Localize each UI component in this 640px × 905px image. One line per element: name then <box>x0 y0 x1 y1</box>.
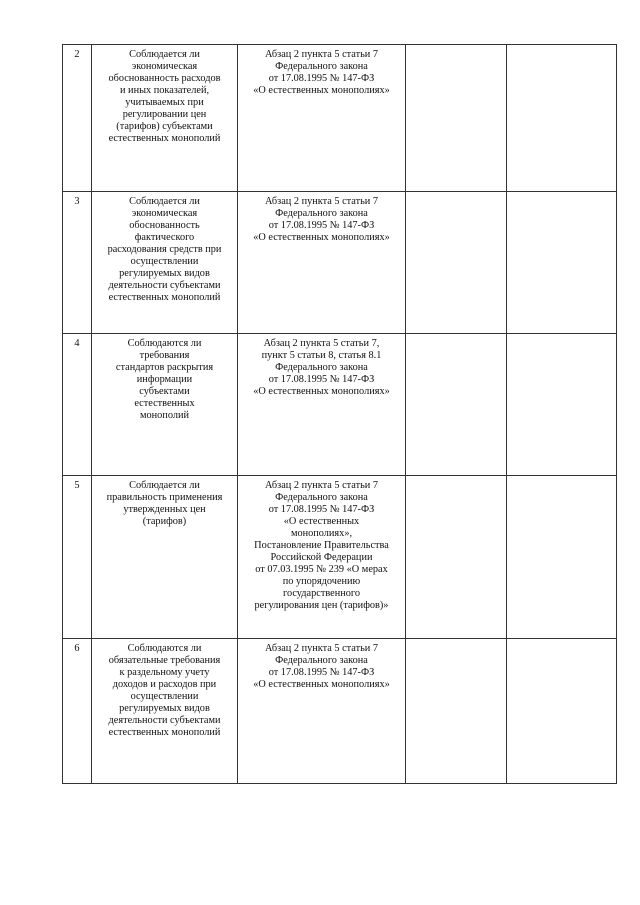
question-line: обязательные требования <box>108 655 221 666</box>
question-line: деятельности субъектами <box>108 280 221 291</box>
reference-line: «О естественных монополиях» <box>253 386 390 397</box>
reference-line: «О естественных монополиях» <box>253 679 390 690</box>
question-line: Соблюдается ли <box>129 480 200 491</box>
table-row <box>63 192 617 334</box>
question-line: к раздельному учету <box>119 667 210 678</box>
legal-reference <box>238 639 406 784</box>
question-line: расходования средств при <box>107 244 222 255</box>
reference-line: Федерального закона <box>275 655 368 666</box>
reference-line: Абзац 2 пункта 5 статьи 7 <box>264 643 379 654</box>
reference-line: Постановление Правительства <box>254 540 389 551</box>
row-number: 4 <box>63 334 92 476</box>
question-line: обоснованность расходов <box>108 73 221 84</box>
reference-line: от 07.03.1995 № 239 «О мерах <box>255 564 388 575</box>
row-number: 5 <box>63 476 92 639</box>
checklist-body <box>63 45 617 784</box>
table-row <box>63 334 617 476</box>
question-line: стандартов раскрытия <box>115 362 214 373</box>
answer-cell <box>406 476 507 639</box>
reference-line: Федерального закона <box>275 492 368 503</box>
table-row <box>63 476 617 639</box>
reference-line: по упорядочению <box>282 576 361 587</box>
question-line: деятельности субъектами <box>108 715 221 726</box>
reference-line: от 17.08.1995 № 147-ФЗ <box>268 73 375 84</box>
question-line: экономическая <box>131 61 198 72</box>
question-line: утвержденных цен <box>123 504 206 515</box>
requirement-question <box>92 192 238 334</box>
question-line: информации <box>136 374 193 385</box>
legal-reference <box>238 192 406 334</box>
answer-cell <box>406 334 507 476</box>
question-line: Соблюдается ли <box>129 196 200 207</box>
reference-line: государственного <box>283 588 360 599</box>
reference-line: Абзац 2 пункта 5 статьи 7 <box>264 196 379 207</box>
question-line: обоснованность <box>129 220 200 231</box>
question-line: Соблюдаются ли <box>127 338 202 349</box>
question-line: естественных монополий <box>108 133 221 144</box>
requirement-question <box>92 639 238 784</box>
answer-cell <box>406 192 507 334</box>
question-line: Соблюдается ли <box>129 49 200 60</box>
answer-cell <box>406 639 507 784</box>
note-cell <box>507 45 617 192</box>
question-line: регулируемых видов <box>119 703 210 714</box>
reference-line: Федерального закона <box>275 208 368 219</box>
reference-line: Российской Федерации <box>270 552 373 563</box>
reference-line: регулирования цен (тарифов)» <box>254 600 389 611</box>
question-line: (тарифов) субъектами <box>116 121 213 132</box>
reference-line: «О естественных монополиях» <box>253 85 390 96</box>
reference-line: от 17.08.1995 № 147-ФЗ <box>268 374 375 385</box>
question-line: осуществлении <box>130 691 199 702</box>
requirement-question <box>92 476 238 639</box>
question-line: требования <box>139 350 190 361</box>
note-cell <box>507 639 617 784</box>
question-line: и иных показателей, <box>119 85 210 96</box>
question-line: монополий <box>139 410 189 421</box>
question-line: фактического <box>134 232 195 243</box>
note-cell <box>507 334 617 476</box>
note-cell <box>507 192 617 334</box>
reference-line: от 17.08.1995 № 147-ФЗ <box>268 504 375 515</box>
row-number: 2 <box>63 45 92 192</box>
note-cell <box>507 476 617 639</box>
question-line: регулировании цен <box>122 109 207 120</box>
table-row <box>63 45 617 192</box>
reference-line: «О естественных <box>283 516 360 527</box>
reference-line: «О естественных монополиях» <box>253 232 390 243</box>
question-line: естественных <box>134 398 195 409</box>
question-line: учитываемых при <box>125 97 204 108</box>
reference-line: от 17.08.1995 № 147-ФЗ <box>268 667 375 678</box>
requirement-question <box>92 334 238 476</box>
reference-line: Абзац 2 пункта 5 статьи 7, <box>263 338 380 349</box>
question-line: осуществлении <box>130 256 199 267</box>
question-line: Соблюдаются ли <box>127 643 202 654</box>
question-line: субъектами <box>139 386 190 397</box>
reference-line: Федерального закона <box>275 362 368 373</box>
row-number: 3 <box>63 192 92 334</box>
answer-cell <box>406 45 507 192</box>
requirement-question <box>92 45 238 192</box>
reference-line: Абзац 2 пункта 5 статьи 7 <box>264 49 379 60</box>
legal-reference <box>238 334 406 476</box>
reference-line: Абзац 2 пункта 5 статьи 7 <box>264 480 379 491</box>
question-line: экономическая <box>131 208 198 219</box>
question-line: естественных монополий <box>108 727 221 738</box>
question-line: доходов и расходов при <box>112 679 217 690</box>
checklist-table <box>62 44 617 784</box>
question-line: (тарифов) <box>142 516 187 527</box>
question-line: регулируемых видов <box>119 268 210 279</box>
question-line: естественных монополий <box>108 292 221 303</box>
table-row <box>63 639 617 784</box>
row-number: 6 <box>63 639 92 784</box>
reference-line: Федерального закона <box>275 61 368 72</box>
question-line: правильность применения <box>106 492 223 503</box>
legal-reference <box>238 45 406 192</box>
reference-line: от 17.08.1995 № 147-ФЗ <box>268 220 375 231</box>
reference-line: монополиях», <box>290 528 353 539</box>
legal-reference <box>238 476 406 639</box>
reference-line: пункт 5 статьи 8, статья 8.1 <box>261 350 382 361</box>
